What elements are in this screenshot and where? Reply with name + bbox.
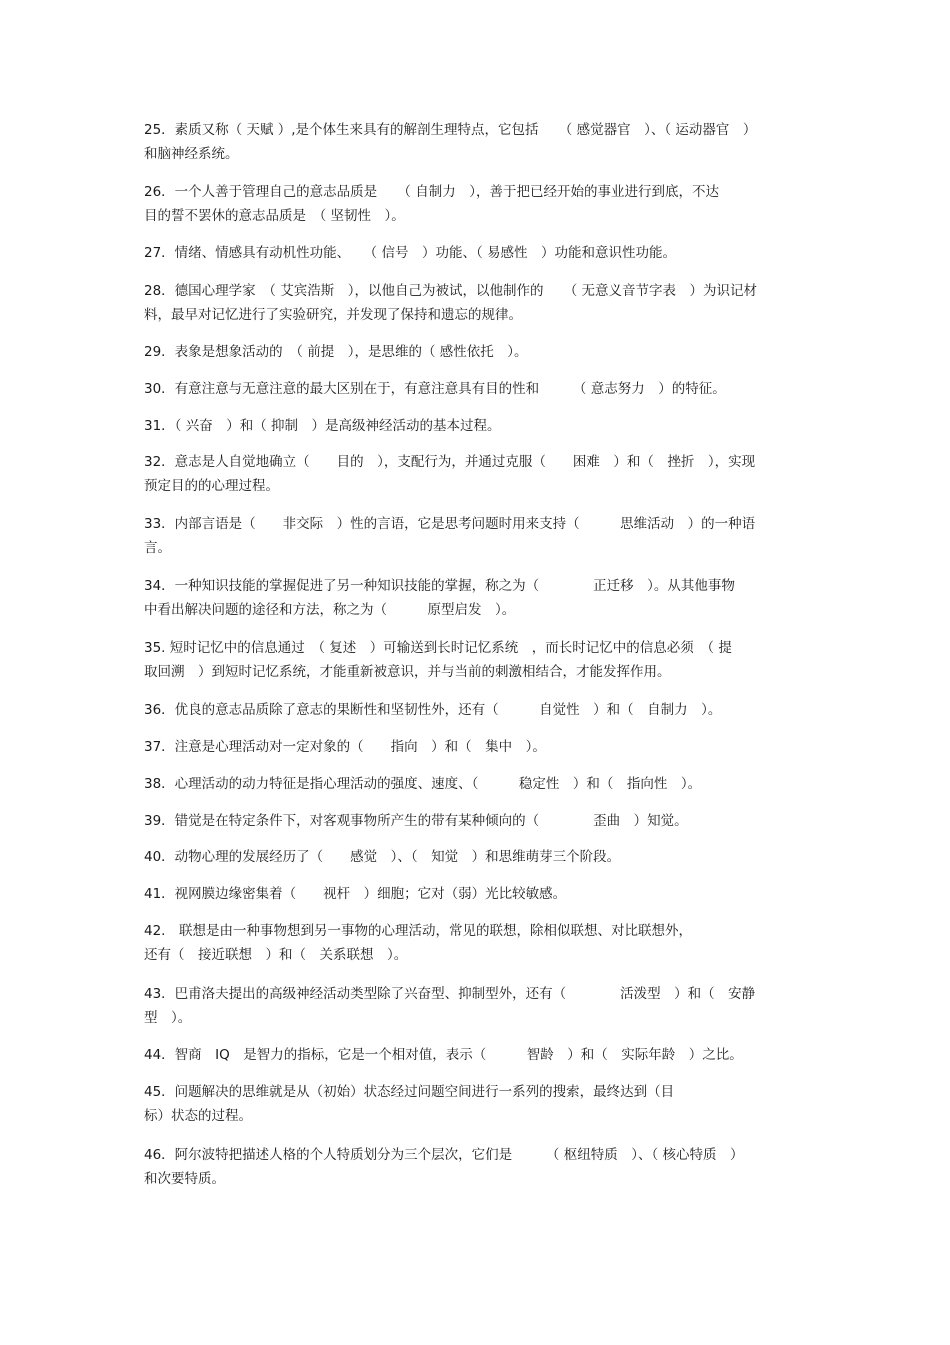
question-line: 料，最早对记忆进行了实验研究，并发现了保持和遗忘的规律。	[144, 307, 522, 323]
question-line: 39．错觉是在特定条件下，对客观事物所产生的带有某种倾向的（ 歪曲 ）知觉。	[144, 813, 688, 829]
question-25	[144, 118, 812, 166]
question-line: 34．一种知识技能的掌握促进了另一种知识技能的掌握，称之为（ 正迁移 ）。从其他事物	[144, 578, 735, 594]
question-line: 45．问题解决的思维就是从（初始）状态经过问题空间进行一系列的搜索，最终达到（目	[144, 1084, 675, 1100]
question-26	[144, 180, 812, 228]
question-line: 46．阿尔波特把描述人格的个人特质划分为三个层次，它们是 （ 枢纽特质 ）、（ 核心特质 ）	[144, 1147, 744, 1163]
question-line: 44．智商 IQ 是智力的指标，它是一个相对值，表示（ 智龄 ）和（ 实际年龄 ）之比。	[144, 1047, 743, 1063]
question-line: 型 ）。	[144, 1010, 192, 1026]
question-line: 31．（ 兴奋 ）和（ 抑制 ）是高级神经活动的基本过程。	[144, 418, 501, 434]
question-line: 41．视网膜边缘密集着（ 视杆 ）细胞；它对（弱）光比较敏感。	[144, 886, 567, 902]
question-line: 言。	[144, 540, 171, 556]
question-line: 25．素质又称（ 天赋 ）,是个体生来具有的解剖生理特点，它包括 （ 感觉器官 ）、（ 运动器官 ）	[144, 122, 757, 138]
question-line: 43．巴甫洛夫提出的高级神经活动类型除了兴奋型、抑制型外，还有（ 活泼型 ）和（ 安静	[144, 986, 756, 1002]
question-line: 36．优良的意志品质除了意志的果断性和坚韧性外，还有（ 自觉性 ）和（ 自制力 ）。	[144, 702, 722, 718]
question-44	[144, 1043, 812, 1067]
question-line: 32．意志是人自觉地确立（ 目的 ），支配行为，并通过克服（ 困难 ）和（ 挫折 ），实现	[144, 454, 756, 470]
question-line: 42. 联想是由一种事物想到另一事物的心理活动，常见的联想，除相似联想、对比联想外，	[144, 923, 692, 939]
question-line: 取回溯 ）到短时记忆系统，才能重新被意识，并与当前的刺激相结合，才能发挥作用。	[144, 664, 671, 680]
question-line: 40．动物心理的发展经历了（ 感觉 ）、（ 知觉 ）和思维萌芽三个阶段。	[144, 849, 621, 865]
question-39	[144, 809, 812, 833]
question-36	[144, 698, 812, 722]
question-line: 35. 短时记忆中的信息通过 （ 复述 ）可输送到长时记忆系统 ，而长时记忆中的信息必须 （ 提	[144, 640, 732, 656]
question-31	[144, 414, 812, 438]
question-line: 38．心理活动的动力特征是指心理活动的强度、速度、（ 稳定性 ）和（ 指向性 ）。	[144, 776, 702, 792]
question-32	[144, 450, 812, 498]
question-line: 28．德国心理学家 （ 艾宾浩斯 ），以他自己为被试，以他制作的 （ 无意义音节字表 ）为识记材	[144, 283, 758, 299]
question-29	[144, 340, 812, 364]
question-43	[144, 982, 812, 1030]
question-35	[144, 636, 812, 684]
question-line: 27．情绪、情感具有动机性功能、 （ 信号 ）功能、（ 易感性 ）功能和意识性功能。	[144, 245, 677, 261]
question-line: 还有（ 接近联想 ）和（ 关系联想 ）。	[144, 947, 408, 963]
question-42	[144, 919, 812, 967]
question-line: 中看出解决问题的途径和方法，称之为（ 原型启发 ）。	[144, 602, 516, 618]
question-line: 33．内部言语是（ 非交际 ）性的言语，它是思考问题时用来支持（ 思维活动 ）的一种语	[144, 516, 756, 532]
question-33	[144, 512, 812, 560]
question-27	[144, 241, 812, 265]
question-line: 和次要特质。	[144, 1171, 225, 1187]
question-38	[144, 772, 812, 796]
question-34	[144, 574, 812, 622]
question-line: 预定目的的心理过程。	[144, 478, 279, 494]
question-46	[144, 1143, 812, 1191]
question-line: 26．一个人善于管理自己的意志品质是 （ 自制力 ），善于把已经开始的事业进行到底，不达	[144, 184, 719, 200]
question-40	[144, 845, 812, 869]
question-line: 30．有意注意与无意注意的最大区别在于，有意注意具有目的性和 （ 意志努力 ）的特征。	[144, 381, 726, 397]
question-line: 和脑神经系统。	[144, 146, 239, 162]
question-line: 37．注意是心理活动对一定对象的（ 指向 ）和（ 集中 ）。	[144, 739, 546, 755]
question-28	[144, 279, 812, 327]
question-41	[144, 882, 812, 906]
question-line: 目的誓不罢休的意志品质是 （ 坚韧性 ）。	[144, 208, 405, 224]
question-45	[144, 1080, 812, 1128]
question-37	[144, 735, 812, 759]
question-line: 标）状态的过程。	[144, 1108, 252, 1124]
question-line: 29．表象是想象活动的 （ 前提 ），是思维的（ 感性依托 ）。	[144, 344, 528, 360]
question-30	[144, 377, 812, 401]
